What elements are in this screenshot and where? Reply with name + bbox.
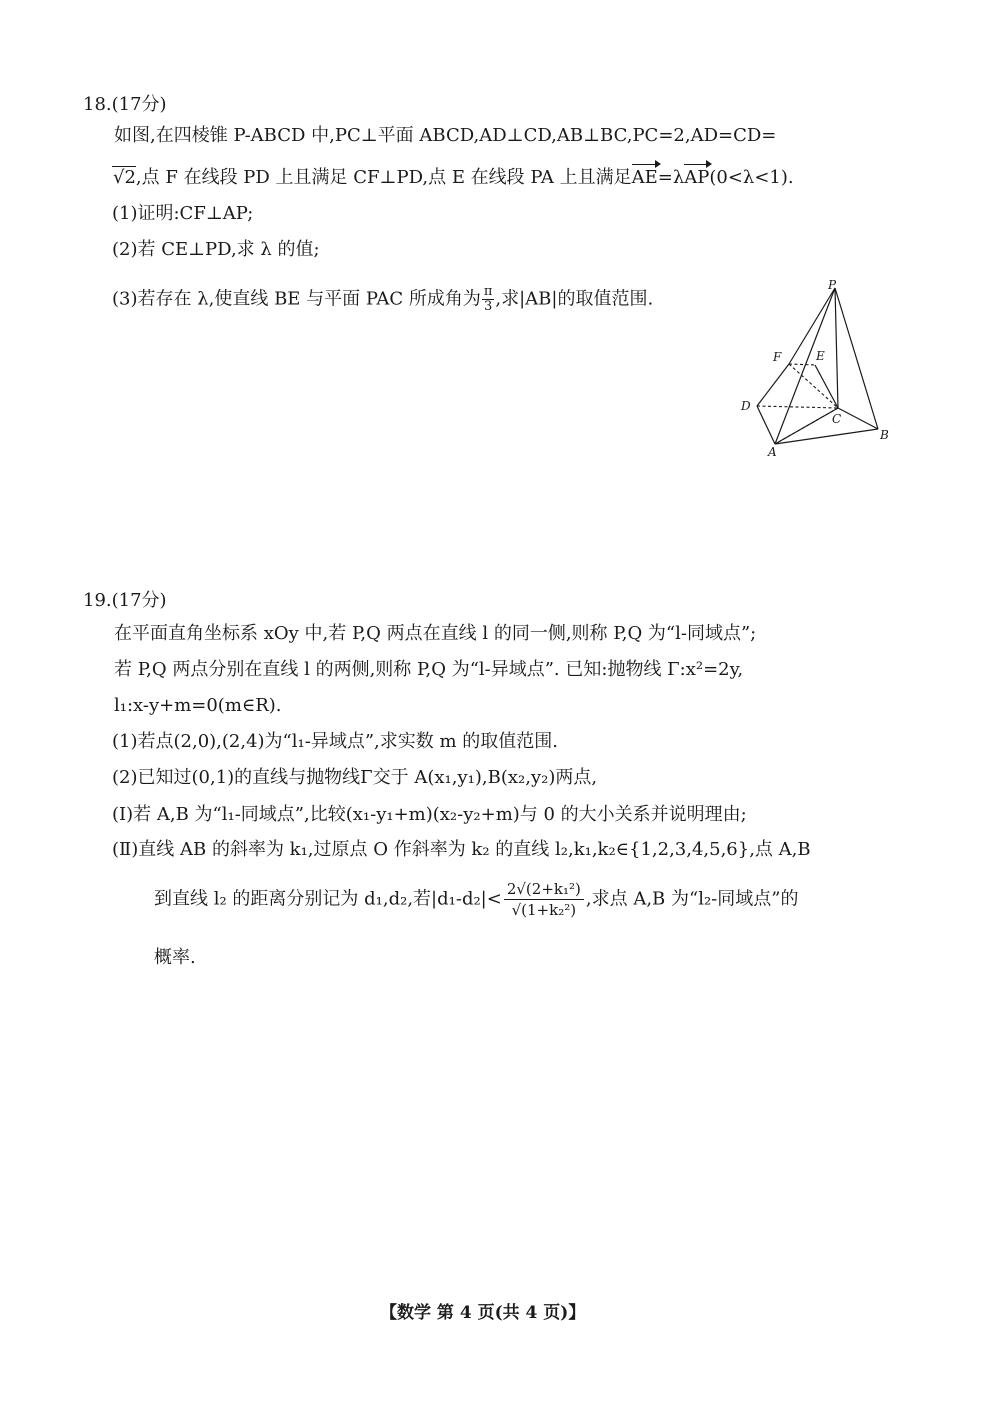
q18-part2: (2)若 CE⊥PD,求 λ 的值; xyxy=(112,239,320,260)
q19-line1: 在平面直角坐标系 xOy 中,若 P,Q 两点在直线 l 的同一侧,则称 P,Q 为“l-同域点”; xyxy=(114,623,757,644)
q18-part1: (1)证明:CF⊥AP; xyxy=(112,203,254,224)
pyramid-figure xyxy=(735,278,895,464)
label-f: F xyxy=(773,350,782,364)
eq-lambda: =λ xyxy=(657,167,685,188)
q19-line2: 若 P,Q 两点分别在直线 l 的两侧,则称 P,Q 为“l-异域点”. 已知:抛物线 Γ:x²=2y, xyxy=(114,659,744,680)
label-e: E xyxy=(816,349,825,363)
lambda-range: (0<λ<1). xyxy=(709,167,794,188)
q19-part2-ii-a: (Ⅱ)直线 AB 的斜率为 k₁,过原点 O 作斜率为 k₂ 的直线 l₂,k₁,k₂∈{1,2,3,4,5,6},点 A,B xyxy=(112,839,811,860)
q18-intro-cont: ,点 F 在线段 PD 上且满足 CF⊥PD,点 E 在线段 PA 上且满足 xyxy=(135,167,632,188)
q18-part3 xyxy=(112,285,653,314)
label-d: D xyxy=(741,399,751,413)
q19-part1: (1)若点(2,0),(2,4)为“l₁-异域点”,求实数 m 的取值范围. xyxy=(112,731,558,752)
frac-num: 2√(2+k₁²) xyxy=(504,880,584,900)
sqrt2: √2 xyxy=(113,167,136,188)
q18-intro-line2 xyxy=(112,166,794,190)
q18-part3-a: (3)若存在 λ,使直线 BE 与平面 PAC 所成角为 xyxy=(112,288,481,310)
q19-part2-i: (Ⅰ)若 A,B 为“l₁-同域点”,比较(x₁-y₁+m)(x₂-y₂+m)与 0 的大小关系并说明理由; xyxy=(112,804,747,825)
q18-header: 18.(17分) xyxy=(83,94,167,115)
vector-ap: AP xyxy=(684,167,710,188)
label-c: C xyxy=(832,412,842,426)
vector-ae: AE xyxy=(631,167,658,188)
label-p: P xyxy=(828,278,837,292)
frac-num: π xyxy=(483,284,493,299)
q18-part3-b: ,求|AB|的取值范围. xyxy=(495,288,654,310)
distance-fraction xyxy=(504,880,584,919)
page-footer: 【数学 第 4 页(共 4 页)】 xyxy=(380,1303,586,1323)
frac-den: 3 xyxy=(483,299,493,314)
q19-part2-ii-b2: ,求点 A,B 为“l₂-同域点”的 xyxy=(585,888,799,910)
label-a: A xyxy=(768,445,777,459)
q19-header: 19.(17分) xyxy=(83,590,167,611)
frac-den: √(1+k₂²) xyxy=(511,901,577,919)
q19-part2-ii-b xyxy=(154,880,798,919)
q19-part2-ii-b1: 到直线 l₂ 的距离分别记为 d₁,d₂,若|d₁-d₂|< xyxy=(154,888,502,910)
q19-part2: (2)已知过(0,1)的直线与抛物线Γ交于 A(x₁,y₁),B(x₂,y₂)两点, xyxy=(112,767,598,788)
label-b: B xyxy=(880,428,889,442)
pi-over-3 xyxy=(482,285,495,314)
q18-intro-line1: 如图,在四棱锥 P-ABCD 中,PC⊥平面 ABCD,AD⊥CD,AB⊥BC,PC=2,AD=CD= xyxy=(114,125,777,146)
q19-part2-ii-c: 概率. xyxy=(154,947,196,968)
q19-line3: l₁:x-y+m=0(m∈R). xyxy=(114,695,282,716)
